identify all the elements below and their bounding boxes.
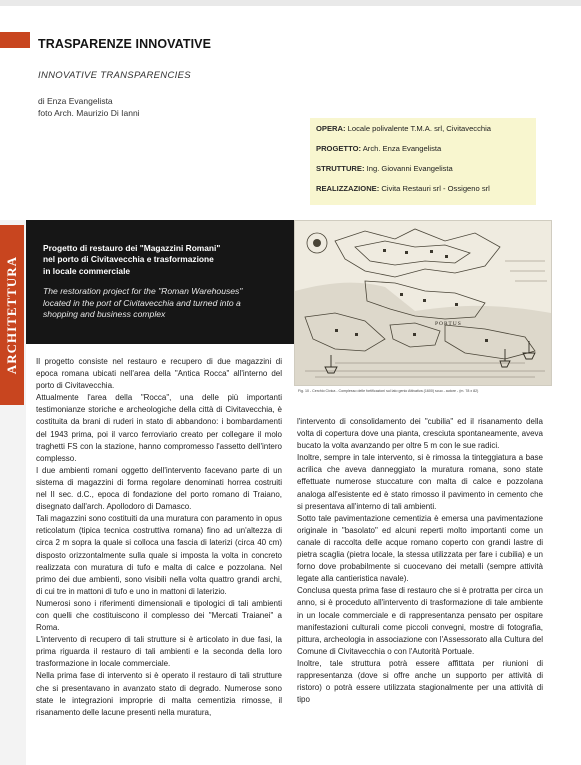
body-column-right (297, 416, 543, 706)
body-paragraph: Conclusa questa prima fase di restauro che si è protratta per circa un anno, si è proceduto all'intervento di trasformazione di tale ambiente in un locale commerciale e di rappresentanza pensato per ospitare manifestazioni culturali come piccoli convegni, mostre di fotografia, pittura, archeologia in associazione con l'Assessorato alla Cultura del Comune di Civitavecchia o con l'Autorità Portuale. (297, 586, 543, 656)
section-label (0, 225, 24, 405)
top-bar (0, 0, 581, 6)
info-row-realizzazione (316, 184, 490, 193)
info-label: REALIZZAZIONE: (316, 184, 380, 193)
byline-photo: foto Arch. Maurizio Di Ianni (38, 108, 140, 118)
info-label: STRUTTURE: (316, 164, 365, 173)
body-paragraph: Nella prima fase di intervento si è operato il restauro di tali strutture che si presentavano in avanzato stato di degrado. Numerose sono state le integrazioni improprie di malta cementizia rimosse, il risanamento delle lacune presenti nella muratura, (36, 671, 282, 717)
body-paragraph: I due ambienti romani oggetto dell'intervento facevano parte di un sistema di magazzini di forma regolare denominati horrea costruiti nel II sec. d.C., epoca di fondazione del porto romano di Traiano, disegnato dall'arch. Apollodoro di Damasco. (36, 465, 282, 512)
body-column-left (36, 356, 282, 719)
info-label: PROGETTO: (316, 144, 362, 153)
banner-english-line: The restoration project for the "Roman Warehouses" (43, 286, 243, 296)
info-row-opera (316, 124, 491, 133)
article-subtitle: INNOVATIVE TRANSPARENCIES (38, 70, 191, 81)
article-title: TRASPARENZE INNOVATIVE (38, 37, 212, 51)
body-paragraph: Sotto tale pavimentazione cementizia è emersa una pavimentazione originale in "basolato" ed alcuni reperti molto importanti come un canale di raccolta delle acque romano coperto con grandi lastre di pietra scaglia (pietra locale, la stessa utilizzata per fare i cubilia) e un forno dove probabilmente si cuocevano dei metalli (sempre attività legate alla cantieristica navale). (297, 513, 543, 584)
banner-english-line: shopping and business complex (43, 309, 166, 320)
body-paragraph: Attualmente l'area della "Rocca", una delle più importanti testimonianze storiche e archeologiche della città di Civitavecchia, è costituita da brani di ruderi in stato di abbandono: i bombardamenti del 1943 prima, poi il varco ferroviario creato per collegare il molo traghetti FS con la stazione, hanno compromesso l'assetto dell'intero complesso. (36, 393, 282, 463)
byline (38, 95, 140, 119)
info-value: Arch. Enza Evangelista (362, 144, 442, 153)
byline-author: di Enza Evangelista (38, 96, 113, 106)
map-engraving (295, 221, 551, 385)
banner-title-line: Progetto di restauro dei "Magazzini Romani" (43, 243, 221, 253)
body-paragraph: Inoltre, tale struttura potrà essere affittata per riunioni di rappresentanza (dove si offre anche un supporto per attività di ristoro) o potrà essere utilizzata stagionalmente per una attività di tipo (297, 658, 543, 705)
body-paragraph: Numerosi sono i riferimenti dimensionali e tipologici di tali ambienti con quelli che costituiscono il complesso dei "Mercati Traianei" a Roma. (36, 598, 282, 633)
info-row-strutture (316, 164, 453, 173)
body-paragraph: Inoltre, sempre in tale intervento, si è rimossa la tinteggiatura a base acrilica che aveva danneggiato la muratura romana, sono state effettuate numerose stuccature con malta di calce e pozzolana analoga all'esistente ed è stato rimosso il pavimento in cemento che si presentava all'interno di tali ambienti. (297, 453, 543, 511)
section-label-text: ARCHITETTURA (4, 255, 19, 375)
body-paragraph: Il progetto consiste nel restauro e recupero di due magazzini di epoca romana ubicati nell'area della "Antica Rocca" all'interno del porto di Civitavecchia. (36, 357, 282, 391)
banner-background (26, 220, 294, 344)
body-paragraph: L'intervento di recupero di tali strutture si è articolato in due fasi, la prima riguarda il restauro di tali ambienti e la seconda della loro trasformazione in locale commerciale. (36, 635, 282, 669)
info-value: Ing. Giovanni Evangelista (366, 164, 453, 173)
body-paragraph: Tali magazzini sono costituiti da una muratura con paramento in opus reticolatum (tipica tecnica costruttiva romana) fino ad un'altezza di circa 2 m sopra la quale si colloca una fascia di laterizi (circa 40 cm) disposto orizzontalmente sulla quale si imposta la volta in concreto realizzata con muratura di tufo e malta di calce e pozzolana. Nel primo dei due ambienti, sono visibili nella volta quattro grandi archi, di cui tre in mattoni di tufo e uno in mattoni di laterizio. (36, 514, 282, 596)
banner-title-line: in locale commerciale (43, 265, 131, 276)
map-caption: Fig. 10 - Cerchio Civica - Complesso delle fortificazioni sul lato genio Attivativa (1600) scuo - autore - (m. 78 x 82) (298, 389, 479, 393)
project-info-box (310, 118, 536, 205)
section-tab-marker (0, 32, 30, 48)
info-row-progetto (316, 144, 441, 153)
banner-title (43, 243, 283, 277)
banner-title-line: nel porto di Civitavecchia e trasformazione (43, 254, 214, 265)
map-label: PORTUS (435, 321, 462, 327)
banner-english (43, 286, 288, 321)
info-value: Locale polivalente T.M.A. srl, Civitavecchia (347, 124, 492, 133)
historic-map-image (294, 220, 552, 386)
banner-english-line: located in the port of Civitavecchia and turned into a (43, 297, 241, 308)
body-paragraph: l'intervento di consolidamento dei "cubilia" ed il risanamento della volta di copertura dove una pianta, cresciuta spontaneamente, aveva bucato la volta avanzando per oltre 5 m con le sue radici. (297, 417, 543, 451)
info-label: OPERA: (316, 124, 346, 133)
info-value: Civita Restauri srl - Ossigeno srl (381, 184, 490, 193)
